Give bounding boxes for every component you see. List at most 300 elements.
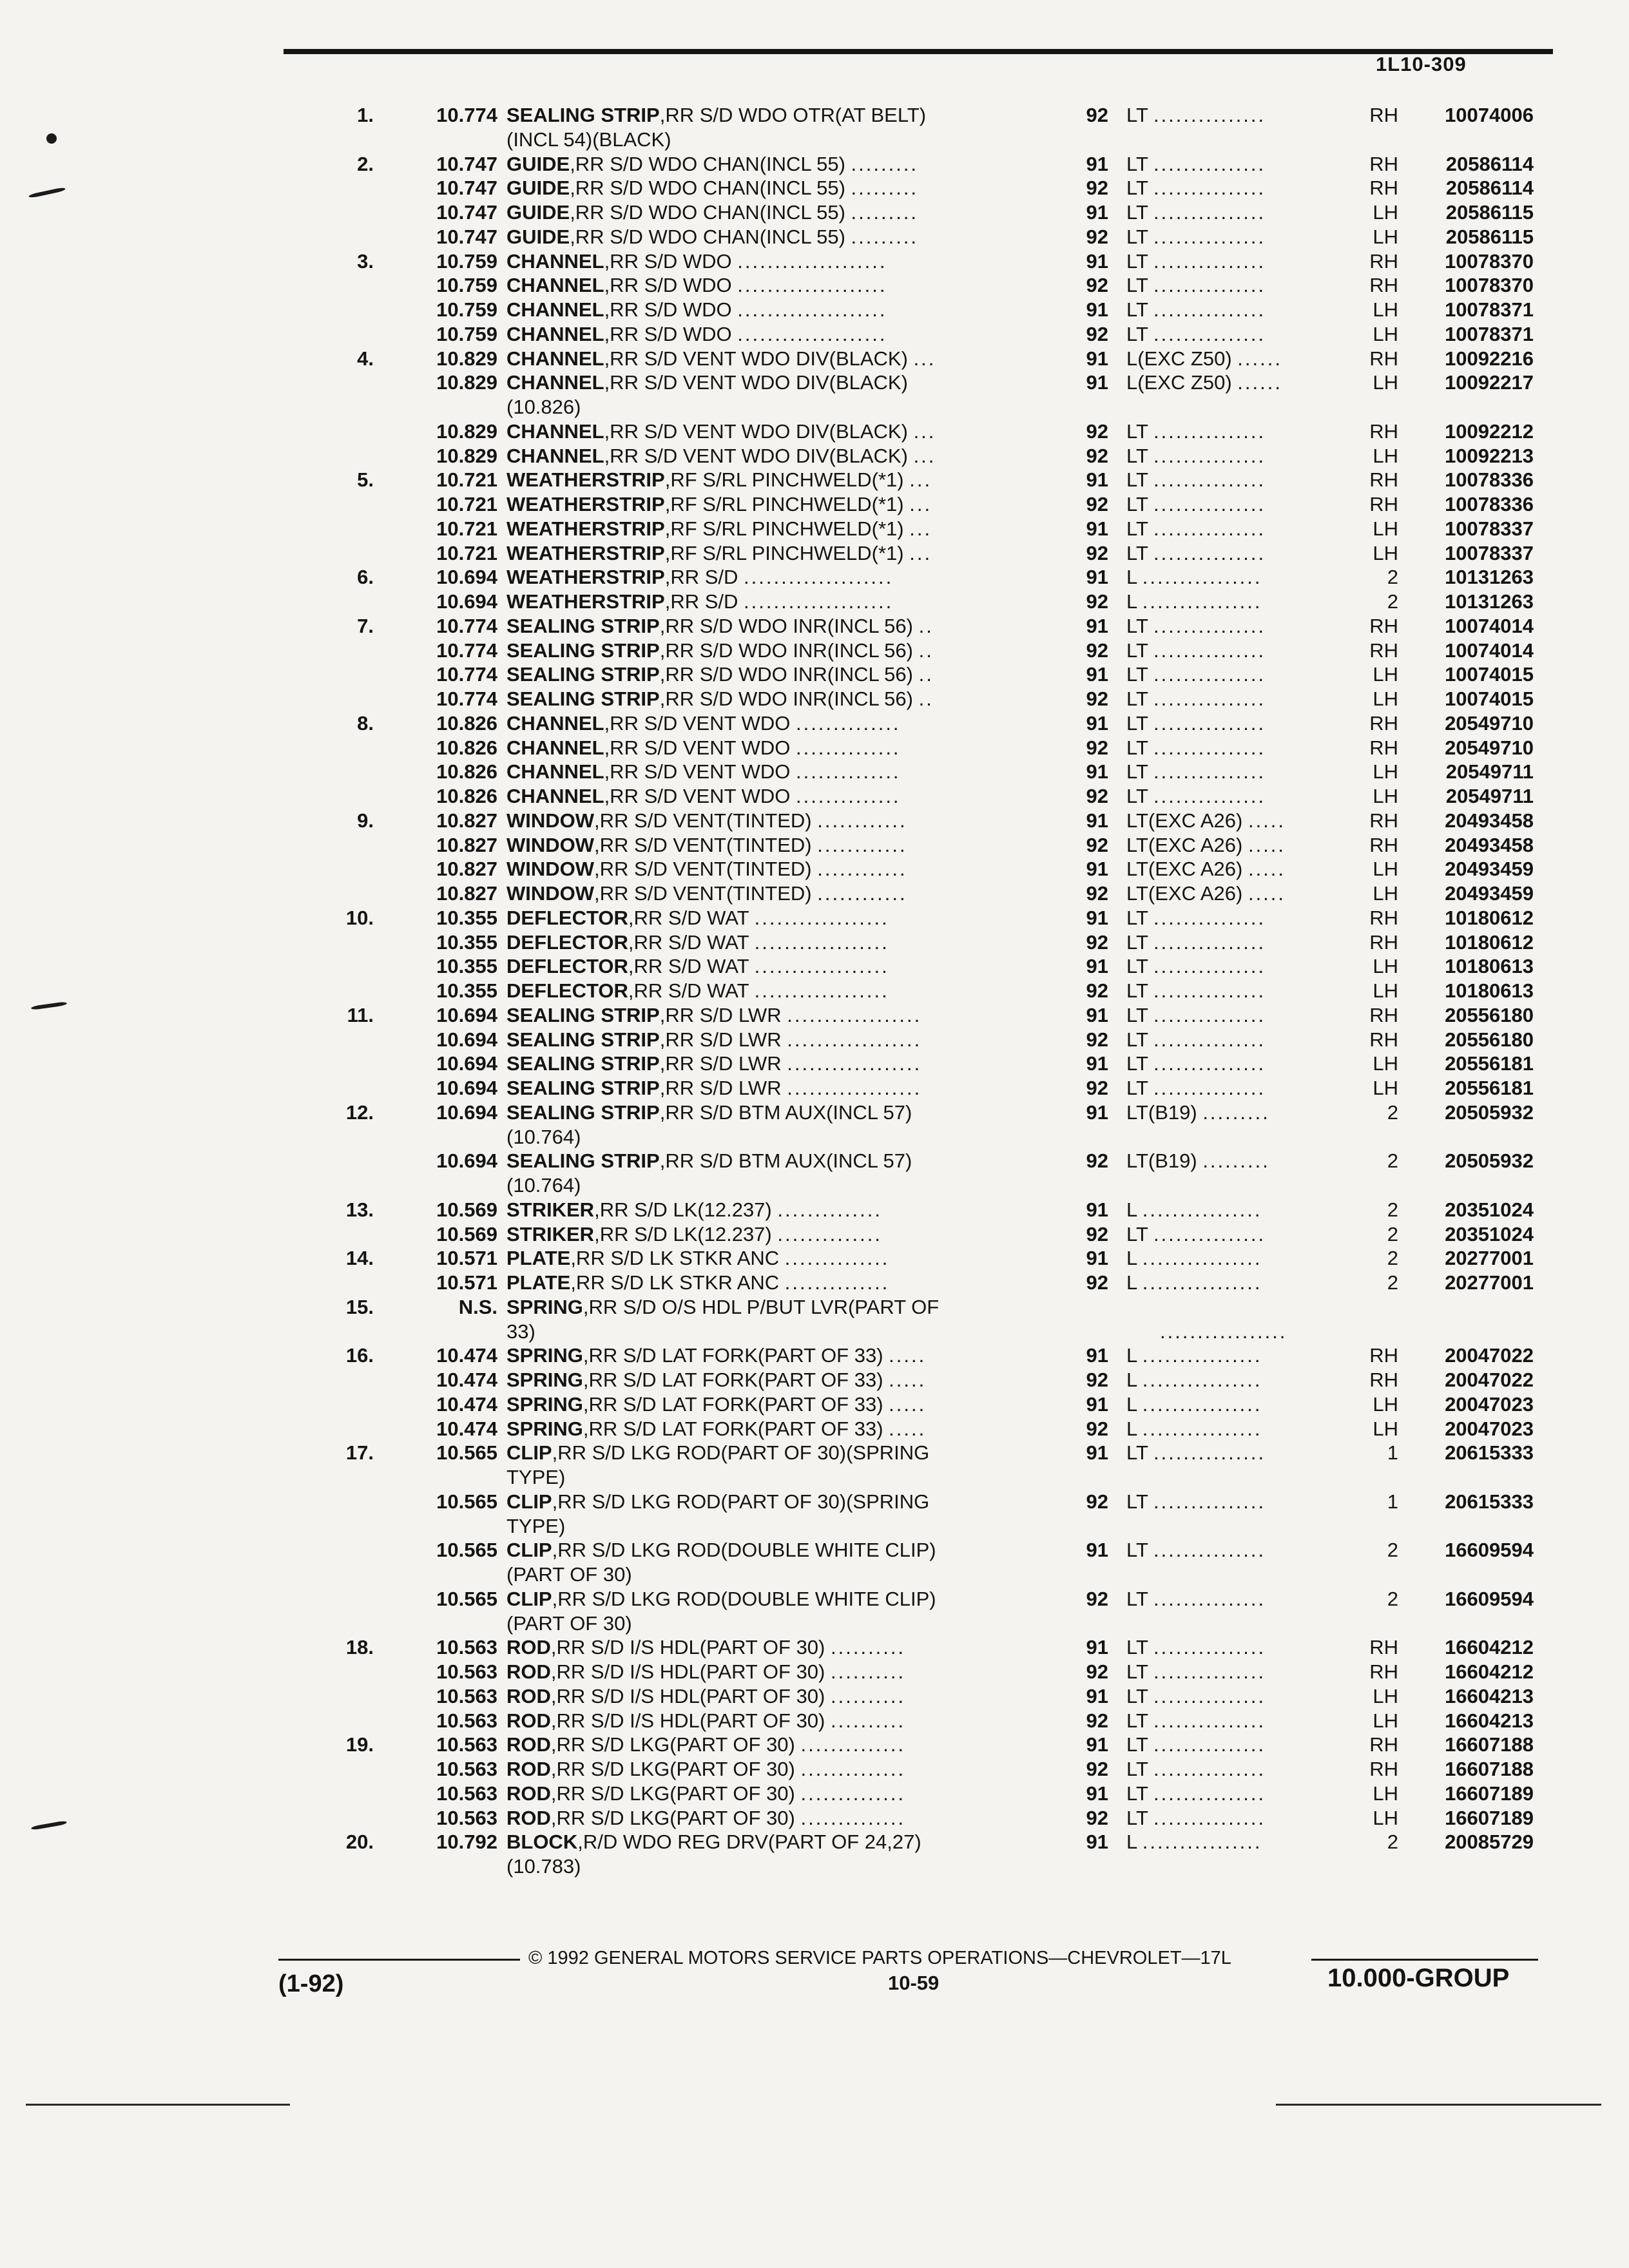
part-detail: 33)	[506, 1320, 535, 1343]
dot-leader: ...............	[1153, 274, 1266, 297]
model-year: 91	[1086, 1344, 1108, 1367]
part-detail: ,RR S/D	[664, 590, 738, 613]
quantity: LH	[1373, 1052, 1398, 1075]
model-year: 91	[1086, 1733, 1108, 1756]
list-item	[0, 590, 1629, 614]
model-code-text: LT	[1126, 225, 1148, 248]
part-name: CHANNEL	[506, 298, 604, 321]
part-detail: ,RR S/D BTM AUX(INCL 57)	[659, 1100, 912, 1124]
part-description	[506, 1709, 1041, 1733]
part-name: WEATHERSTRIP	[506, 590, 665, 613]
model-year: 92	[1086, 104, 1108, 126]
item-number: 2.	[357, 152, 374, 175]
model-code	[1126, 1782, 1358, 1806]
part-detail: (INCL 54)(BLACK)	[506, 128, 671, 151]
part-detail: ,RF S/RL PINCHWELD(*1)	[664, 493, 904, 515]
part-description	[506, 128, 1041, 152]
part-number: 16607188	[1445, 1758, 1534, 1780]
part-description	[506, 370, 1041, 395]
part-name: DEFLECTOR	[506, 979, 628, 1002]
illustration-ref: 10.829	[436, 444, 497, 467]
quantity: RH	[1369, 347, 1398, 370]
list-item	[0, 1295, 1629, 1320]
model-code	[1126, 1343, 1358, 1368]
model-code-text: LT(B19)	[1126, 1100, 1197, 1124]
part-detail: (10.783)	[506, 1855, 581, 1878]
model-year: 91	[1086, 1392, 1108, 1416]
quantity: RH	[1369, 711, 1398, 735]
dot-leader: ...............	[1153, 785, 1266, 807]
part-description	[506, 103, 1041, 128]
list-item	[0, 1052, 1629, 1076]
part-description	[506, 1100, 1041, 1125]
part-name: ROD	[506, 1782, 551, 1805]
part-description	[506, 1782, 1041, 1806]
dot-leader: ...............	[1153, 1539, 1266, 1562]
quantity: RH	[1369, 1344, 1398, 1367]
part-description	[506, 1392, 1041, 1417]
model-code	[1126, 1003, 1358, 1028]
part-detail: ,RR S/D WAT	[628, 930, 749, 954]
part-number: 10078371	[1445, 298, 1534, 321]
part-description	[506, 492, 1041, 517]
part-number: 20549711	[1445, 760, 1534, 783]
dot-leader: ..................	[754, 930, 889, 954]
illustration-ref: 10.747	[436, 201, 497, 224]
part-detail: (10.764)	[506, 1174, 581, 1196]
model-code	[1126, 176, 1358, 200]
part-detail: (10.826)	[506, 396, 581, 418]
model-code	[1126, 249, 1358, 274]
model-year: 91	[1086, 1052, 1108, 1075]
part-description	[506, 979, 1041, 1003]
illustration-ref: 10.355	[436, 979, 497, 1002]
part-name: SEALING STRIP	[506, 1100, 660, 1124]
model-year: 91	[1086, 760, 1108, 783]
list-item	[0, 1441, 1629, 1465]
part-name: WINDOW	[506, 858, 595, 881]
list-item	[0, 1465, 1629, 1490]
list-item	[0, 1830, 1629, 1854]
quantity: RH	[1369, 809, 1398, 832]
part-detail: ,RR S/D O/S HDL P/BUT LVR(PART OF	[583, 1295, 940, 1318]
part-detail: ,RR S/D LWR	[659, 1003, 782, 1026]
model-code-text: LT(EXC A26)	[1126, 809, 1243, 832]
model-code-text: LT	[1126, 1684, 1148, 1707]
list-item	[0, 881, 1629, 906]
model-year: 92	[1086, 1758, 1108, 1780]
model-code-text: LT	[1126, 1003, 1148, 1026]
part-number: 10078371	[1445, 322, 1534, 345]
part-description	[506, 1295, 1041, 1320]
model-code-text: LT	[1126, 541, 1148, 564]
dot-leader: ...............	[1153, 104, 1266, 126]
quantity: LH	[1373, 687, 1398, 710]
part-detail: ,RR S/D LWR	[659, 1052, 782, 1075]
dot-leader: ..........	[831, 1709, 906, 1732]
dot-leader: ...............	[1153, 177, 1266, 200]
list-item	[0, 687, 1629, 711]
model-code-text: L	[1126, 1344, 1137, 1367]
part-number: 16607189	[1445, 1806, 1534, 1829]
model-code-text: LT	[1126, 1441, 1148, 1465]
part-name: CHANNEL	[506, 785, 604, 807]
dot-leader: ....................	[737, 249, 887, 273]
part-description	[506, 1684, 1041, 1709]
part-name: SEALING STRIP	[506, 1052, 660, 1075]
model-code	[1126, 1222, 1358, 1247]
list-item	[0, 1514, 1629, 1539]
part-number: 20505932	[1445, 1149, 1534, 1173]
list-item	[0, 1368, 1629, 1392]
model-code	[1126, 1733, 1358, 1757]
part-name: CHANNEL	[506, 322, 604, 345]
list-item	[0, 128, 1629, 152]
model-code-text: LT	[1126, 785, 1148, 807]
model-code	[1126, 1392, 1358, 1417]
model-code-text: LT	[1126, 639, 1148, 662]
part-detail: ,RF S/RL PINCHWELD(*1)	[664, 517, 904, 540]
quantity: LH	[1373, 1392, 1398, 1416]
model-code-text: LT	[1126, 201, 1148, 224]
item-number: 6.	[357, 566, 374, 589]
model-code-text: LT	[1126, 614, 1148, 637]
model-code-text: LT	[1126, 663, 1148, 686]
part-detail: ,RR S/D WDO	[604, 274, 732, 297]
part-detail: ,RR S/D I/S HDL(PART OF 30)	[550, 1684, 825, 1707]
list-item	[0, 1246, 1629, 1271]
list-item	[0, 225, 1629, 249]
illustration-ref: 10.563	[436, 1636, 497, 1659]
list-item	[0, 1562, 1629, 1587]
list-item	[0, 492, 1629, 517]
quantity: RH	[1369, 833, 1398, 856]
illustration-ref: 10.759	[436, 274, 497, 297]
illustration-ref: 10.565	[436, 1539, 497, 1562]
list-item	[0, 249, 1629, 274]
dot-leader: ..............	[795, 760, 901, 783]
model-code	[1126, 1660, 1358, 1684]
list-item	[0, 954, 1629, 979]
dot-leader: .........	[851, 225, 919, 248]
part-number: 10131263	[1445, 566, 1534, 589]
part-detail: ,RR S/D VENT WDO DIV(BLACK)	[604, 444, 908, 467]
part-detail: ,RR S/D LWR	[659, 1077, 782, 1099]
part-detail: ,RR S/D WDO INR(INCL 56)	[659, 663, 913, 686]
model-year: 91	[1086, 1539, 1108, 1562]
part-name: CLIP	[506, 1490, 552, 1513]
dot-leader: ..	[918, 639, 934, 662]
dot-leader: ...............	[1153, 225, 1266, 248]
model-code-text: L	[1126, 1417, 1137, 1440]
illustration-ref: 10.474	[436, 1417, 497, 1440]
list-item	[0, 1684, 1629, 1709]
quantity: LH	[1373, 225, 1398, 248]
illustration-ref: 10.747	[436, 225, 497, 248]
model-code-text: LT	[1126, 177, 1148, 200]
part-description	[506, 1028, 1041, 1052]
quantity: RH	[1369, 177, 1398, 200]
dot-leader: ...............	[1153, 1684, 1266, 1707]
dot-leader: ...............	[1153, 979, 1266, 1002]
model-code	[1126, 1806, 1358, 1831]
model-code-text: LT	[1126, 1077, 1148, 1099]
illustration-ref: 10.474	[436, 1344, 497, 1367]
list-item	[0, 1222, 1629, 1247]
part-description	[506, 833, 1041, 858]
quantity: RH	[1369, 1028, 1398, 1051]
model-code	[1126, 103, 1358, 128]
illustration-ref: 10.563	[436, 1782, 497, 1805]
list-item	[0, 1100, 1629, 1125]
list-item	[0, 760, 1629, 784]
model-year: 92	[1086, 1806, 1108, 1829]
list-item	[0, 1149, 1629, 1173]
model-year: 92	[1086, 1709, 1108, 1732]
part-number: 20505932	[1445, 1100, 1534, 1124]
item-number: 13.	[345, 1198, 374, 1221]
quantity: LH	[1373, 1077, 1398, 1099]
part-number: 10092213	[1445, 444, 1534, 467]
model-code	[1126, 152, 1358, 177]
dot-leader: ...............	[1153, 906, 1266, 929]
part-number: 20586114	[1445, 152, 1534, 175]
model-code	[1126, 590, 1358, 614]
part-number: 16607189	[1445, 1782, 1534, 1805]
list-item	[0, 298, 1629, 322]
list-item	[0, 1343, 1629, 1368]
list-item	[0, 395, 1629, 419]
part-description	[506, 1538, 1041, 1562]
part-name: GUIDE	[506, 225, 570, 248]
dot-leader: ................	[1142, 1831, 1262, 1854]
illustration-ref: 10.355	[436, 930, 497, 954]
part-name: CHANNEL	[506, 371, 604, 394]
model-year: 91	[1086, 955, 1108, 978]
model-year: 91	[1086, 152, 1108, 175]
part-number: 20615333	[1445, 1441, 1534, 1465]
model-code	[1126, 1684, 1358, 1709]
part-name: WINDOW	[506, 833, 595, 856]
model-year: 92	[1086, 444, 1108, 467]
model-year: 92	[1086, 541, 1108, 564]
model-year: 91	[1086, 201, 1108, 224]
part-detail: ,RR S/D WAT	[628, 955, 749, 978]
part-name: GUIDE	[506, 201, 570, 224]
footer-rule-right	[1311, 1959, 1538, 1961]
part-description	[506, 298, 1041, 322]
model-code-text: LT	[1126, 104, 1148, 126]
model-code-text: L(EXC Z50)	[1126, 347, 1232, 370]
dot-leader: ...	[909, 493, 932, 515]
part-name: ROD	[506, 1758, 551, 1780]
part-detail: ,RR S/D VENT(TINTED)	[594, 858, 812, 881]
illustration-ref: 10.694	[436, 1028, 497, 1051]
dot-leader: ................	[1142, 566, 1262, 589]
part-name: PLATE	[506, 1247, 571, 1270]
model-code	[1126, 979, 1358, 1003]
part-detail: ,RR S/D LK(12.237)	[594, 1198, 772, 1221]
dot-leader: ...............	[1153, 1758, 1266, 1780]
list-item	[0, 979, 1629, 1003]
footer-rule-left	[278, 1959, 520, 1961]
part-number: 20085729	[1445, 1831, 1534, 1854]
dot-leader: ...............	[1153, 760, 1266, 783]
part-number: 10078336	[1445, 493, 1534, 515]
dot-leader: .....	[1248, 882, 1286, 905]
list-item	[0, 1271, 1629, 1295]
quantity: RH	[1369, 1369, 1398, 1391]
model-code-text: L	[1126, 1392, 1137, 1416]
quantity: LH	[1373, 298, 1398, 321]
model-code-text: LT	[1126, 1490, 1148, 1513]
part-detail: ,RR S/D LKG ROD(PART OF 30)(SPRING	[552, 1441, 930, 1465]
list-item	[0, 1611, 1629, 1636]
part-name: DEFLECTOR	[506, 930, 628, 954]
model-year: 91	[1086, 906, 1108, 929]
model-year: 92	[1086, 1271, 1108, 1294]
item-number: 7.	[357, 614, 374, 637]
item-number: 4.	[357, 347, 374, 370]
part-description	[506, 1198, 1041, 1222]
illustration-ref: 10.563	[436, 1758, 497, 1780]
dot-leader: ....................	[737, 274, 887, 297]
part-name: SPRING	[506, 1417, 583, 1440]
quantity: 2	[1387, 1100, 1398, 1124]
model-code	[1126, 1830, 1358, 1854]
model-code	[1126, 760, 1358, 784]
quantity: RH	[1369, 614, 1398, 637]
part-detail: ,RR S/D LAT FORK(PART OF 33)	[583, 1392, 883, 1416]
model-year: 92	[1086, 274, 1108, 297]
quantity: LH	[1373, 371, 1398, 394]
part-name: DEFLECTOR	[506, 955, 628, 978]
part-number: 10074014	[1445, 639, 1534, 662]
part-number: 16604213	[1445, 1684, 1534, 1707]
model-year: 91	[1086, 614, 1108, 637]
dot-leader: ..................	[754, 906, 889, 929]
part-description	[506, 1271, 1041, 1295]
part-detail: (10.764)	[506, 1125, 581, 1148]
model-code	[1126, 1417, 1358, 1441]
part-name: SPRING	[506, 1295, 583, 1318]
dot-leader: .........	[1202, 1100, 1270, 1124]
dot-leader: ...	[909, 541, 932, 564]
model-code-text: LT	[1126, 906, 1148, 929]
model-year: 92	[1086, 833, 1108, 856]
dot-leader: ...............	[1153, 517, 1266, 540]
model-code	[1126, 687, 1358, 711]
part-description	[506, 857, 1041, 881]
illustration-ref: 10.774	[436, 639, 497, 662]
dot-leader: ...............	[1153, 639, 1266, 662]
part-description	[506, 176, 1041, 200]
list-item	[0, 152, 1629, 177]
part-detail: ,RR S/D WDO	[604, 322, 732, 345]
list-item	[0, 1709, 1629, 1733]
dot-leader: .........	[851, 152, 919, 175]
dot-leader: .................	[1160, 1320, 1287, 1343]
part-detail: ,RR S/D VENT(TINTED)	[594, 809, 812, 832]
model-code	[1126, 1441, 1358, 1465]
dot-leader: ...............	[1153, 541, 1266, 564]
part-number: 20351024	[1445, 1198, 1534, 1221]
part-description	[506, 1611, 1041, 1636]
part-number: 20351024	[1445, 1222, 1534, 1245]
part-description	[506, 322, 1041, 347]
part-detail: ,RR S/D WDO INR(INCL 56)	[659, 687, 913, 710]
quantity: LH	[1373, 444, 1398, 467]
illustration-ref: 10.571	[436, 1247, 497, 1270]
dot-leader: ..............	[800, 1758, 906, 1780]
list-item	[0, 906, 1629, 930]
part-description	[506, 1320, 1041, 1344]
part-description	[506, 1246, 1041, 1271]
model-code-text: LT	[1126, 322, 1148, 345]
dot-leader: .....	[1248, 809, 1286, 832]
model-code-text: LT	[1126, 1660, 1148, 1683]
dot-leader: ...............	[1153, 468, 1266, 492]
part-number: 20493458	[1445, 809, 1534, 832]
part-description	[506, 1343, 1041, 1368]
model-code	[1126, 614, 1358, 639]
part-name: WEATHERSTRIP	[506, 468, 665, 492]
part-description	[506, 930, 1041, 955]
part-description	[506, 1733, 1041, 1757]
model-code	[1126, 1490, 1358, 1514]
quantity: 2	[1387, 590, 1398, 613]
illustration-ref: 10.355	[436, 955, 497, 978]
list-item	[0, 857, 1629, 881]
model-code	[1126, 1052, 1358, 1076]
part-description	[506, 614, 1041, 639]
part-name: SPRING	[506, 1392, 583, 1416]
part-description	[506, 1076, 1041, 1100]
part-detail: ,RR S/D VENT WDO	[604, 785, 791, 807]
page-code: 1L10-309	[1376, 53, 1467, 75]
part-detail: ,RR S/D LKG ROD(DOUBLE WHITE CLIP)	[552, 1539, 936, 1562]
part-detail: ,RR S/D VENT(TINTED)	[594, 833, 812, 856]
quantity: LH	[1373, 858, 1398, 881]
dot-leader: ..............	[800, 1733, 906, 1756]
model-year: 91	[1086, 1247, 1108, 1270]
list-item	[0, 273, 1629, 298]
model-year: 92	[1086, 1587, 1108, 1610]
model-code	[1126, 1709, 1358, 1733]
part-description	[506, 225, 1041, 249]
part-description	[506, 1830, 1041, 1854]
model-code	[1126, 1757, 1358, 1782]
model-code-text: LT	[1126, 1758, 1148, 1780]
model-code-text: LT	[1126, 298, 1148, 321]
part-detail: (PART OF 30)	[506, 1611, 632, 1635]
model-code-text: LT	[1126, 1806, 1148, 1829]
list-item	[0, 1028, 1629, 1052]
part-number: 20586115	[1445, 201, 1534, 224]
part-detail: ,RR S/D WDO CHAN(INCL 55)	[570, 177, 845, 200]
model-year: 91	[1086, 1441, 1108, 1465]
quantity: 2	[1387, 1222, 1398, 1245]
dot-leader: ..............	[777, 1198, 882, 1221]
model-code	[1126, 1538, 1358, 1562]
dot-leader: ..................	[787, 1003, 922, 1026]
list-item	[0, 1587, 1629, 1611]
part-name: PLATE	[506, 1271, 571, 1294]
model-code-text: LT	[1126, 517, 1148, 540]
part-description	[506, 639, 1041, 663]
part-name: ROD	[506, 1684, 551, 1707]
quantity: 2	[1387, 1271, 1398, 1294]
